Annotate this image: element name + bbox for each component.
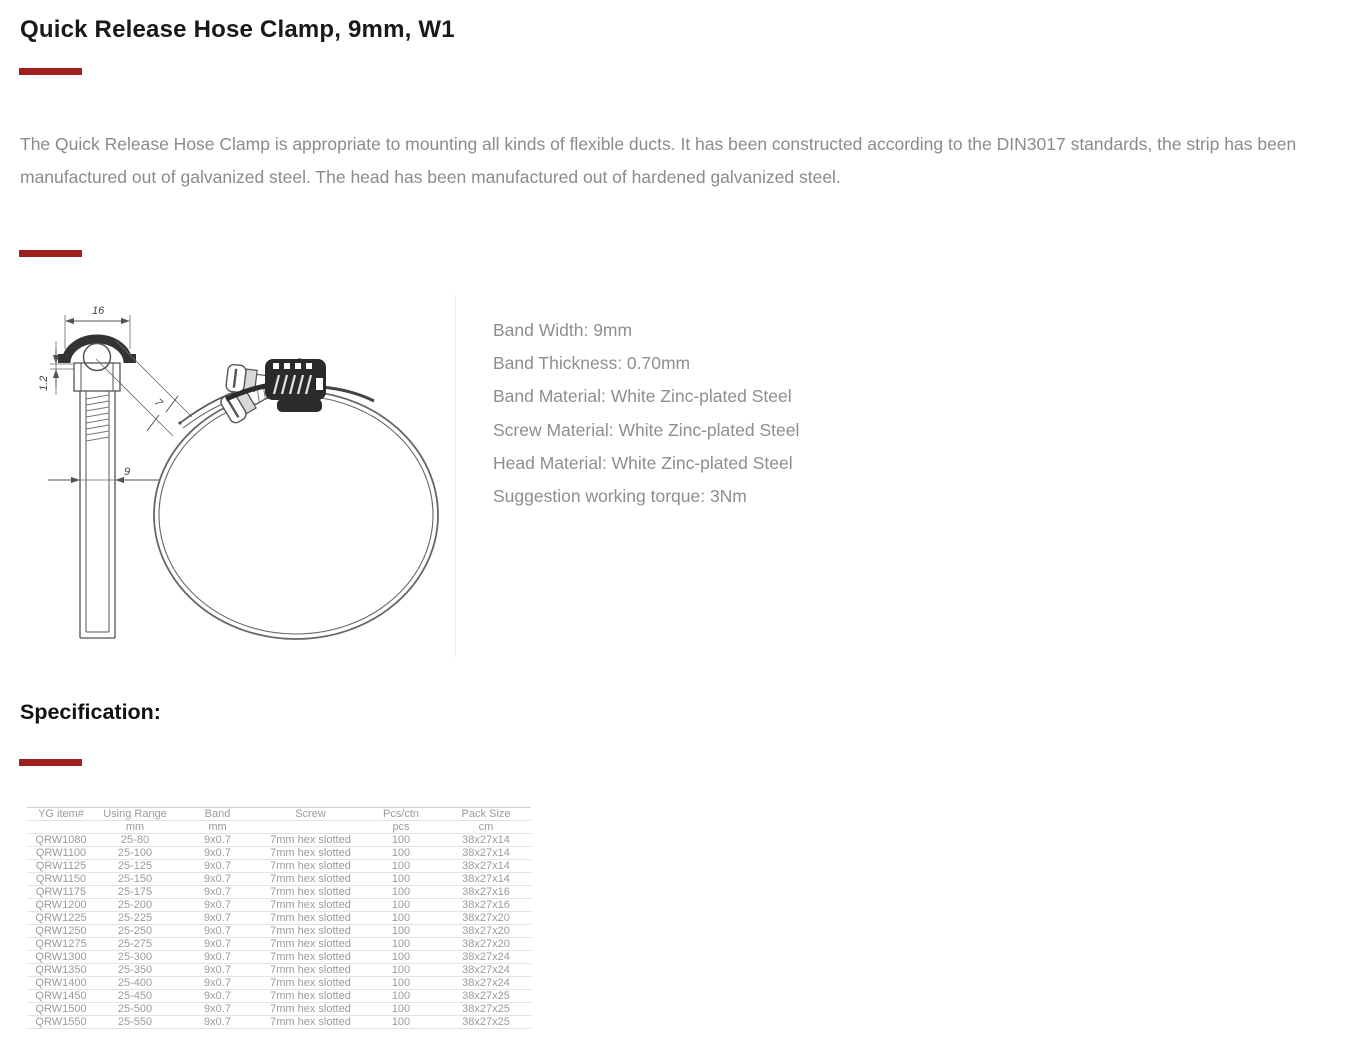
table-row (27, 899, 531, 912)
table-row (27, 1003, 531, 1016)
cell-item: QRW1550 (27, 1016, 95, 1029)
cell-range: 25-450 (95, 990, 175, 1003)
cell-range: 25-275 (95, 938, 175, 951)
table-head (27, 808, 531, 834)
specification-table (27, 807, 531, 1029)
spec-line: Screw Material: White Zinc-plated Steel (493, 419, 800, 440)
cell-range: 25-350 (95, 964, 175, 977)
cell-range: 25-300 (95, 951, 175, 964)
cell-screw: 7mm hex slotted (260, 886, 361, 899)
spec-list (493, 314, 799, 513)
table-row (27, 925, 531, 938)
spec-line: Band Material: White Zinc-plated Steel (493, 386, 792, 407)
spec-line: Head Material: White Zinc-plated Steel (493, 452, 793, 473)
cell-range: 25-225 (95, 912, 175, 925)
cell-item: QRW1275 (27, 938, 95, 951)
cell-pack: 38x27x25 (441, 1016, 531, 1029)
cell-pcs: 100 (361, 990, 441, 1003)
column-header: Using Range (95, 808, 175, 821)
cell-range: 25-400 (95, 977, 175, 990)
cell-range: 25-125 (95, 860, 175, 873)
column-unit: mm (95, 821, 175, 834)
cell-band: 9x0.7 (175, 834, 260, 847)
cell-item: QRW1250 (27, 925, 95, 938)
cell-screw: 7mm hex slotted (260, 860, 361, 873)
cell-band: 9x0.7 (175, 912, 260, 925)
cell-band: 9x0.7 (175, 951, 260, 964)
table-row (27, 886, 531, 899)
table-row (27, 847, 531, 860)
cell-screw: 7mm hex slotted (260, 834, 361, 847)
head-bracket (50, 363, 120, 391)
cell-pcs: 100 (361, 834, 441, 847)
cell-pcs: 100 (361, 847, 441, 860)
cell-pack: 38x27x20 (441, 912, 531, 925)
cell-screw: 7mm hex slotted (260, 912, 361, 925)
head-cap (58, 339, 136, 371)
cell-band: 9x0.7 (175, 847, 260, 860)
cell-item: QRW1400 (27, 977, 95, 990)
column-header: Screw (260, 808, 361, 821)
cell-pack: 38x27x16 (441, 886, 531, 899)
table-row (27, 977, 531, 990)
cell-pcs: 100 (361, 899, 441, 912)
cell-band: 9x0.7 (175, 990, 260, 1003)
table-row (27, 873, 531, 886)
band-strip (80, 391, 115, 638)
dimension-9 (48, 466, 160, 480)
cell-pack: 38x27x20 (441, 938, 531, 951)
column-header: YG item# (27, 808, 95, 821)
cell-pack: 38x27x24 (441, 951, 531, 964)
cell-item: QRW1175 (27, 886, 95, 899)
cell-band: 9x0.7 (175, 964, 260, 977)
cell-band: 9x0.7 (175, 860, 260, 873)
cell-pcs: 100 (361, 873, 441, 886)
accent-divider (19, 759, 82, 766)
accent-divider (19, 68, 82, 75)
cell-item: QRW1080 (27, 834, 95, 847)
cell-band: 9x0.7 (175, 977, 260, 990)
cell-pack: 38x27x25 (441, 1003, 531, 1016)
cell-item: QRW1300 (27, 951, 95, 964)
cell-band: 9x0.7 (175, 1016, 260, 1029)
cell-pcs: 100 (361, 912, 441, 925)
page-title: Quick Release Hose Clamp, 9mm, W1 (20, 16, 455, 43)
cell-range: 25-500 (95, 1003, 175, 1016)
table-row (27, 834, 531, 847)
dim-label-16: 16 (92, 305, 105, 317)
cell-pack: 38x27x24 (441, 964, 531, 977)
column-unit: cm (441, 821, 531, 834)
cell-screw: 7mm hex slotted (260, 938, 361, 951)
cell-pack: 38x27x16 (441, 899, 531, 912)
cell-item: QRW1500 (27, 1003, 95, 1016)
cell-screw: 7mm hex slotted (260, 1016, 361, 1029)
cell-pack: 38x27x14 (441, 873, 531, 886)
cell-band: 9x0.7 (175, 899, 260, 912)
cell-item: QRW1225 (27, 912, 95, 925)
cell-pack: 38x27x20 (441, 925, 531, 938)
cell-band: 9x0.7 (175, 1003, 260, 1016)
cell-screw: 7mm hex slotted (260, 925, 361, 938)
spec-line: Band Width: 9mm (493, 320, 633, 340)
cell-range: 25-200 (95, 899, 175, 912)
section-heading: Specification: (20, 700, 161, 724)
spec-line: Suggestion working torque: 3Nm (493, 486, 747, 507)
table-units-row (27, 821, 531, 834)
dim-label-9: 9 (124, 466, 131, 478)
dim-label-1-2: 1.2 (38, 375, 50, 391)
cell-band: 9x0.7 (175, 925, 260, 938)
cell-item: QRW1100 (27, 847, 95, 860)
product-description: The Quick Release Hose Clamp is appropriate to mounting all kinds of flexible ducts. It has been constructed according to the DIN3017 standards, the strip has been manufactured out of galvanized steel. The head has been manufactured out of hardened galvanized steel. (20, 134, 1297, 187)
cell-pcs: 100 (361, 886, 441, 899)
cell-band: 9x0.7 (175, 873, 260, 886)
column-unit (27, 821, 95, 834)
table-row (27, 951, 531, 964)
cell-item: QRW1200 (27, 899, 95, 912)
accent-divider (19, 250, 82, 257)
cell-pack: 38x27x14 (441, 860, 531, 873)
cell-pcs: 100 (361, 938, 441, 951)
table-row (27, 860, 531, 873)
spec-line: Band Thickness: 0.70mm (493, 353, 691, 374)
spec-table-body (27, 834, 531, 1029)
cell-range: 25-150 (95, 873, 175, 886)
technical-drawing (20, 295, 456, 657)
column-header: Band (175, 808, 260, 821)
cell-pcs: 100 (361, 1016, 441, 1029)
table-row (27, 990, 531, 1003)
cell-range: 25-175 (95, 886, 175, 899)
cell-item: QRW1350 (27, 964, 95, 977)
cell-screw: 7mm hex slotted (260, 873, 361, 886)
cell-item: QRW1125 (27, 860, 95, 873)
cell-item: QRW1450 (27, 990, 95, 1003)
cell-pack: 38x27x25 (441, 990, 531, 1003)
column-header: Pack Size (441, 808, 531, 821)
cell-screw: 7mm hex slotted (260, 977, 361, 990)
clamp-ring (151, 391, 438, 639)
cell-screw: 7mm hex slotted (260, 1003, 361, 1016)
dim-label-7: 7 (151, 396, 165, 410)
cell-pack: 38x27x14 (441, 847, 531, 860)
table-header-row (27, 808, 531, 821)
cell-screw: 7mm hex slotted (260, 899, 361, 912)
dimension-1-2 (38, 341, 56, 395)
cell-range: 25-80 (95, 834, 175, 847)
cell-screw: 7mm hex slotted (260, 847, 361, 860)
cell-band: 9x0.7 (175, 938, 260, 951)
cell-pcs: 100 (361, 1003, 441, 1016)
cell-screw: 7mm hex slotted (260, 990, 361, 1003)
cell-pcs: 100 (361, 925, 441, 938)
cell-pcs: 100 (361, 951, 441, 964)
column-unit: mm (175, 821, 260, 834)
column-unit (260, 821, 361, 834)
cell-item: QRW1150 (27, 873, 95, 886)
cell-range: 25-250 (95, 925, 175, 938)
cell-pack: 38x27x24 (441, 977, 531, 990)
cell-pcs: 100 (361, 860, 441, 873)
hose-clamp-diagram (20, 295, 456, 657)
cell-screw: 7mm hex slotted (260, 951, 361, 964)
table-row (27, 912, 531, 925)
cell-pcs: 100 (361, 964, 441, 977)
table-row (27, 1016, 531, 1029)
cell-screw: 7mm hex slotted (260, 964, 361, 977)
cell-band: 9x0.7 (175, 886, 260, 899)
table-row (27, 938, 531, 951)
cell-range: 25-100 (95, 847, 175, 860)
column-unit: pcs (361, 821, 441, 834)
cell-pcs: 100 (361, 977, 441, 990)
column-header: Pcs/ctn (361, 808, 441, 821)
cell-pack: 38x27x14 (441, 834, 531, 847)
table-row (27, 964, 531, 977)
cell-range: 25-550 (95, 1016, 175, 1029)
